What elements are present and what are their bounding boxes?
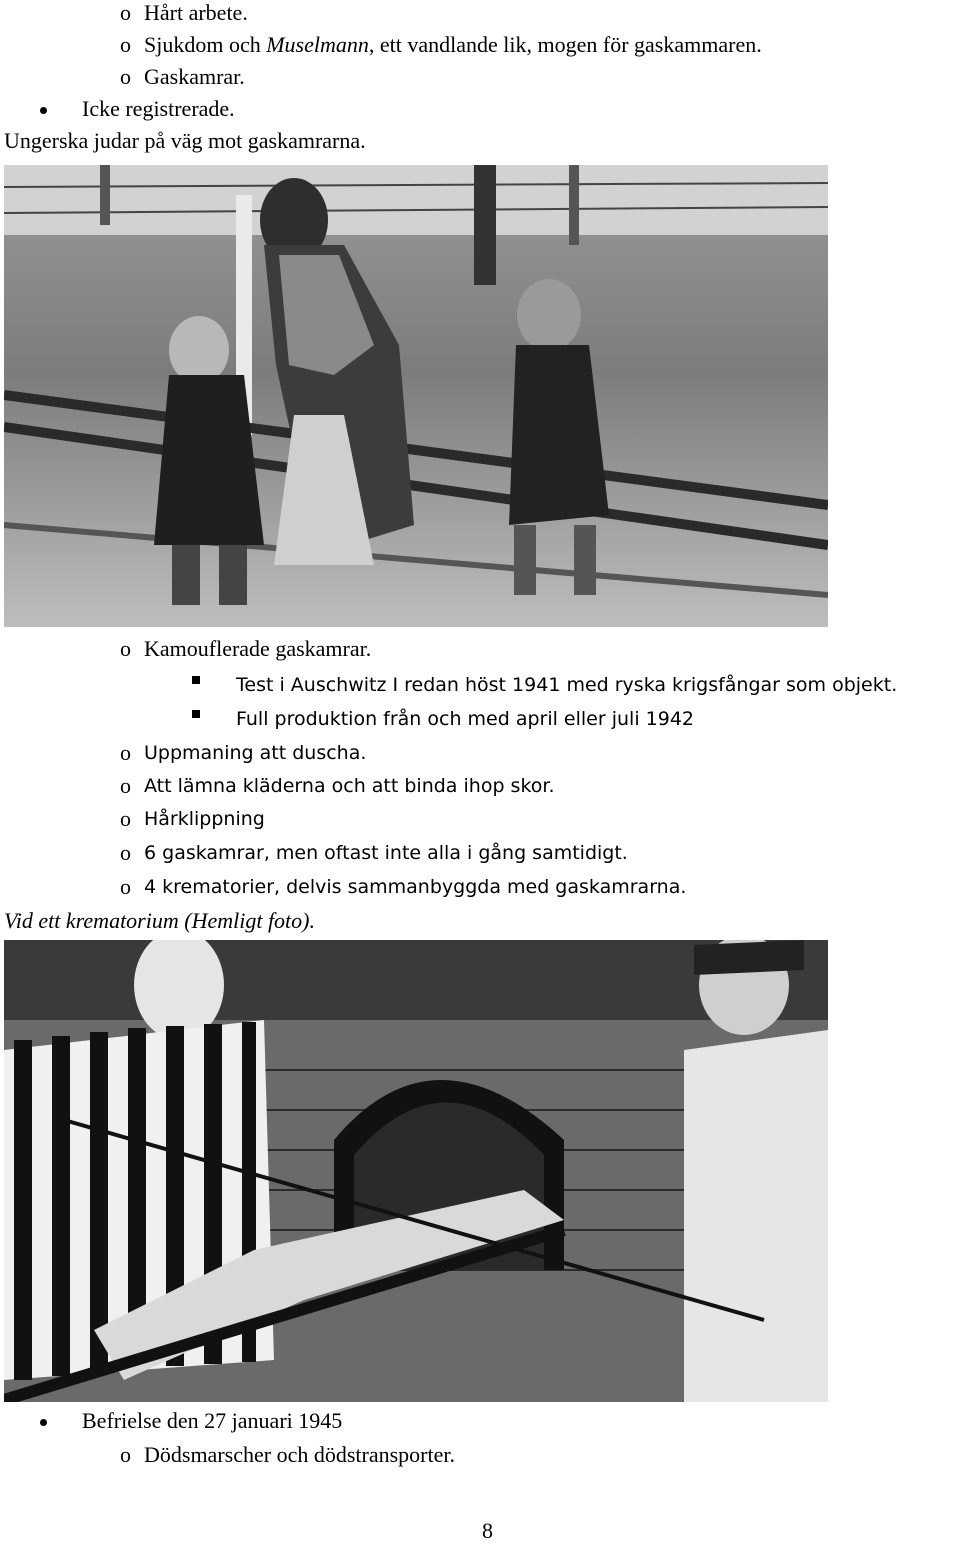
- list-item-6-gaskamrar: 6 gaskamrar, men oftast inte alla i gång samtidigt.: [144, 842, 628, 864]
- sub-bullet-marker: o: [120, 0, 131, 25]
- bullet-dot-icon: [40, 1419, 47, 1426]
- sub-bullet-marker: o: [120, 636, 131, 661]
- list-item-hart-arbete: Hårt arbete.: [144, 0, 248, 25]
- list-item-full-produktion: Full produktion från och med april eller juli 1942: [236, 708, 694, 730]
- list-item-gaskamrar: Gaskamrar.: [144, 64, 245, 89]
- list-item-4-krematorier: 4 krematorier, delvis sammanbyggda med gaskamrarna.: [144, 876, 687, 898]
- list-item-att-lamna: Att lämna kläderna och att binda ihop skor.: [144, 775, 555, 797]
- square-bullet-icon: [192, 676, 200, 684]
- bullet-icke-registrerade: Icke registrerade.: [82, 96, 235, 121]
- sub-bullet-marker: o: [120, 806, 131, 831]
- sub-bullet-marker: o: [120, 840, 131, 865]
- caption-ungerska-judar: Ungerska judar på väg mot gaskamrarna.: [4, 128, 366, 153]
- sub-bullet-marker: o: [120, 874, 131, 899]
- list-item-test-auschwitz: Test i Auschwitz I redan höst 1941 med ryska krigsfångar som objekt.: [236, 674, 898, 696]
- sub-bullet-marker: o: [120, 773, 131, 798]
- photo-hungarian-jews-walking: [4, 165, 828, 627]
- photo-crematorium: [4, 940, 828, 1402]
- sub-bullet-marker: o: [120, 32, 131, 57]
- list-item-dodsmarscher: Dödsmarscher och dödstransporter.: [144, 1442, 455, 1467]
- sub-bullet-marker: o: [120, 64, 131, 89]
- list-item-sjukdom: Sjukdom och Muselmann, ett vandlande lik, mogen för gaskammaren.: [144, 32, 762, 57]
- page-number: 8: [482, 1518, 493, 1543]
- sub-bullet-marker: o: [120, 740, 131, 765]
- square-bullet-icon: [192, 710, 200, 718]
- bullet-dot-icon: [40, 107, 47, 114]
- list-item-harklippning: Hårklippning: [144, 808, 265, 830]
- list-item-uppmaning: Uppmaning att duscha.: [144, 742, 367, 764]
- caption-krematorium: Vid ett krematorium (Hemligt foto).: [4, 908, 315, 933]
- sub-bullet-marker: o: [120, 1442, 131, 1467]
- list-item-kamouflerade: Kamouflerade gaskamrar.: [144, 636, 372, 661]
- bullet-befrielse: Befrielse den 27 januari 1945: [82, 1408, 343, 1433]
